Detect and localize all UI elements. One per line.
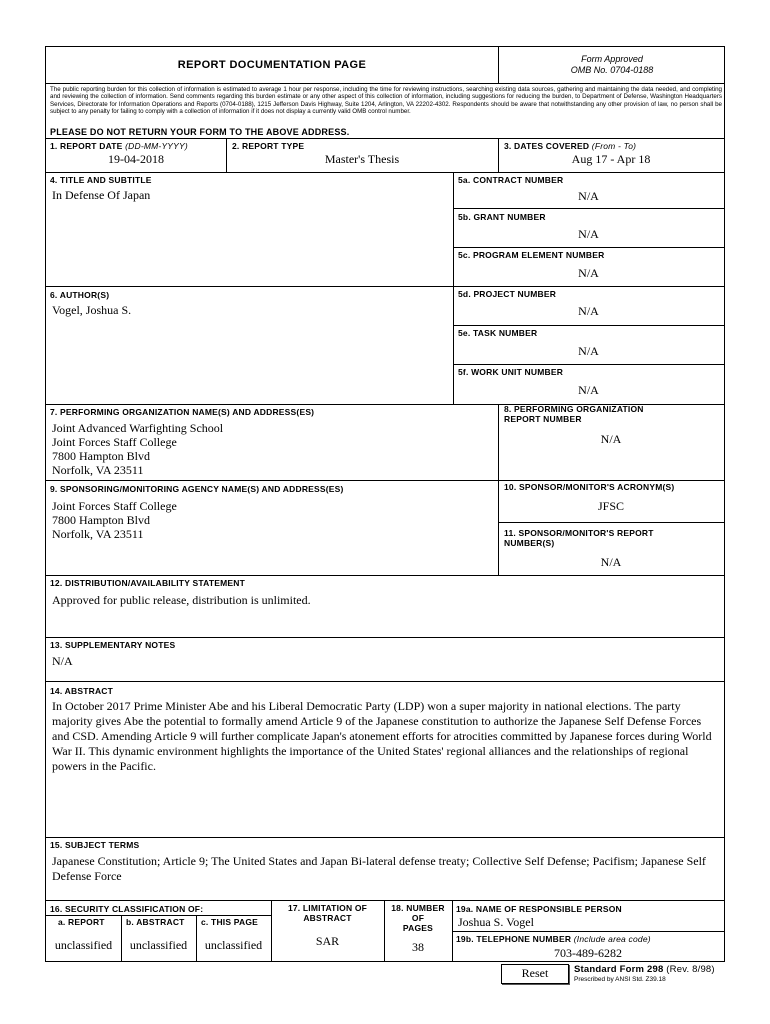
page-title: REPORT DOCUMENTATION PAGE: [177, 59, 367, 71]
limitation-field[interactable]: SAR: [315, 934, 340, 948]
telephone-field[interactable]: 703-489-6282: [554, 946, 622, 960]
supplementary-field[interactable]: N/A: [52, 654, 73, 668]
limitation-label: 17. LIMITATION OF ABSTRACT: [287, 903, 368, 923]
work-unit-label: 5f. WORK UNIT NUMBER: [458, 367, 564, 377]
program-element-field[interactable]: N/A: [578, 266, 599, 280]
abstract-label: 14. ABSTRACT: [50, 686, 114, 696]
number-of-pages-label: 18. NUMBER OF PAGES: [391, 903, 445, 933]
divider: [453, 208, 724, 209]
divider: [46, 480, 724, 481]
divider: [498, 522, 724, 523]
grant-number-label: 5b. GRANT NUMBER: [458, 212, 546, 222]
contract-number-field[interactable]: N/A: [578, 189, 599, 203]
title-subtitle-field[interactable]: In Defense Of Japan: [52, 188, 151, 202]
sponsor-report-field[interactable]: N/A: [600, 555, 622, 569]
project-number-label: 5d. PROJECT NUMBER: [458, 289, 557, 299]
report-documentation-form: [45, 46, 725, 962]
divider: [46, 138, 724, 139]
grant-number-field[interactable]: N/A: [578, 227, 599, 241]
report-type-label: 2. REPORT TYPE: [232, 141, 305, 151]
divider: [46, 83, 724, 84]
performing-org-label: 7. PERFORMING ORGANIZATION NAME(S) AND ADDRESS(ES): [50, 407, 315, 417]
security-abstract-label: b. ABSTRACT: [126, 917, 185, 927]
dates-covered-label: 3. DATES COVERED (From - To): [504, 141, 637, 151]
sponsoring-org-label: 9. SPONSORING/MONITORING AGENCY NAME(S) AND ADDRESS(ES): [50, 484, 344, 494]
work-unit-field[interactable]: N/A: [578, 383, 599, 397]
divider: [46, 900, 724, 901]
project-number-field[interactable]: N/A: [578, 304, 599, 318]
contract-number-label: 5a. CONTRACT NUMBER: [458, 175, 564, 185]
supplementary-label: 13. SUPPLEMENTARY NOTES: [50, 640, 176, 650]
omb-number: OMB No. 0704-0188: [570, 65, 654, 75]
task-number-label: 5e. TASK NUMBER: [458, 328, 538, 338]
divider: [453, 325, 724, 326]
divider: [498, 404, 499, 575]
distribution-label: 12. DISTRIBUTION/AVAILABILITY STATEMENT: [50, 578, 245, 588]
security-report-field[interactable]: unclassified: [54, 938, 113, 952]
responsible-person-label: 19a. NAME OF RESPONSIBLE PERSON: [456, 904, 622, 914]
sponsoring-org-field[interactable]: Joint Forces Staff College 7800 Hampton Blvd Norfolk, VA 23511: [52, 499, 177, 541]
responsible-person-field[interactable]: Joshua S. Vogel: [458, 915, 534, 929]
divider: [46, 637, 724, 638]
divider: [453, 172, 454, 404]
performing-org-field[interactable]: Joint Advanced Warfighting School Joint Forces Staff College 7800 Hampton Blvd Norfolk, VA 23511: [52, 421, 224, 477]
divider: [46, 286, 724, 287]
divider: [46, 915, 271, 916]
program-element-label: 5c. PROGRAM ELEMENT NUMBER: [458, 250, 605, 260]
form-approved-label: Form Approved: [581, 54, 643, 64]
security-abstract-field[interactable]: unclassified: [129, 938, 188, 952]
report-date-field[interactable]: 19-04-2018: [108, 152, 164, 166]
divider: [46, 172, 724, 173]
telephone-label: 19b. TELEPHONE NUMBER (Include area code): [456, 934, 651, 944]
report-date-label: 1. REPORT DATE (DD-MM-YYYY): [50, 141, 188, 151]
reset-button[interactable]: Reset: [501, 964, 569, 984]
title-subtitle-label: 4. TITLE AND SUBTITLE: [50, 175, 152, 185]
sponsor-acronym-label: 10. SPONSOR/MONITOR'S ACRONYM(S): [504, 482, 675, 492]
subject-terms-field[interactable]: Japanese Constitution; Article 9; The United States and Japan Bi-lateral defense treaty; Collective Self Defense; Pacifism; Japanese Self Defense Force: [52, 854, 706, 883]
standard-form-label: Standard Form 298 (Rev. 8/98): [574, 964, 715, 975]
security-page-label: c. THIS PAGE: [201, 917, 259, 927]
number-of-pages-field[interactable]: 38: [412, 940, 424, 954]
authors-label: 6. AUTHOR(S): [50, 290, 110, 300]
divider: [453, 364, 724, 365]
authors-field[interactable]: Vogel, Joshua S.: [52, 303, 132, 317]
divider: [453, 247, 724, 248]
divider: [46, 681, 724, 682]
abstract-field[interactable]: In October 2017 Prime Minister Abe and his Liberal Democratic Party (LDP) won a super majority in national elections. The party majority gives Abe the potential to formally amend Article 9 of the Japanese constitution to authorize the Japanese Self Defense Forces and CSD. Amending Article 9 will further complicate Japan's atonement efforts for atrocities committed by Japanese forces during World War II. This dynamic environment highlights the importance of the United States' regional alliances and the relationships of regional powers in the Pacific.: [52, 699, 712, 773]
divider: [452, 931, 724, 932]
subject-terms-label: 15. SUBJECT TERMS: [50, 840, 140, 850]
divider: [46, 575, 724, 576]
do-not-return-notice: PLEASE DO NOT RETURN YOUR FORM TO THE ABOVE ADDRESS.: [50, 127, 350, 137]
dates-covered-field[interactable]: Aug 17 - Apr 18: [571, 152, 651, 166]
task-number-field[interactable]: N/A: [578, 344, 599, 358]
prescribed-by-label: Prescribed by ANSI Std. Z39.18: [574, 976, 666, 983]
security-classification-label: 16. SECURITY CLASSIFICATION OF:: [50, 904, 204, 914]
sponsor-report-label: 11. SPONSOR/MONITOR'S REPORT NUMBER(S): [504, 528, 654, 548]
divider: [46, 837, 724, 838]
performing-report-label: 8. PERFORMING ORGANIZATION REPORT NUMBER: [504, 404, 644, 424]
security-page-field[interactable]: unclassified: [204, 938, 263, 952]
sponsor-acronym-field[interactable]: JFSC: [597, 499, 625, 513]
performing-report-field[interactable]: N/A: [600, 432, 622, 446]
distribution-field[interactable]: Approved for public release, distribution is unlimited.: [52, 593, 311, 607]
security-report-label: a. REPORT: [58, 917, 105, 927]
report-type-field[interactable]: Master's Thesis: [324, 152, 400, 166]
burden-statement: The public reporting burden for this collection of information is estimated to average 1 hour per response, including the time for reviewing instructions, searching existing data sources, gathering and maintaining the data needed, and completing and reviewing the collection of information. Send comments regarding this burden estimate or any other aspect of this collection of information, including suggestions for reducing the burden, to Department of Defense, Washington Headquarters Services, Directorate for Information Operations and Reports (0704-0188), 1215 Jefferson Davis Highway, Suite 1204, Arlington, VA 22202-4302. Respondents should be aware that notwithstanding any other provision of law, no person shall be subject to any penalty for failing to comply with a collection of information if it does not display a currently valid OMB control number.: [50, 86, 722, 116]
